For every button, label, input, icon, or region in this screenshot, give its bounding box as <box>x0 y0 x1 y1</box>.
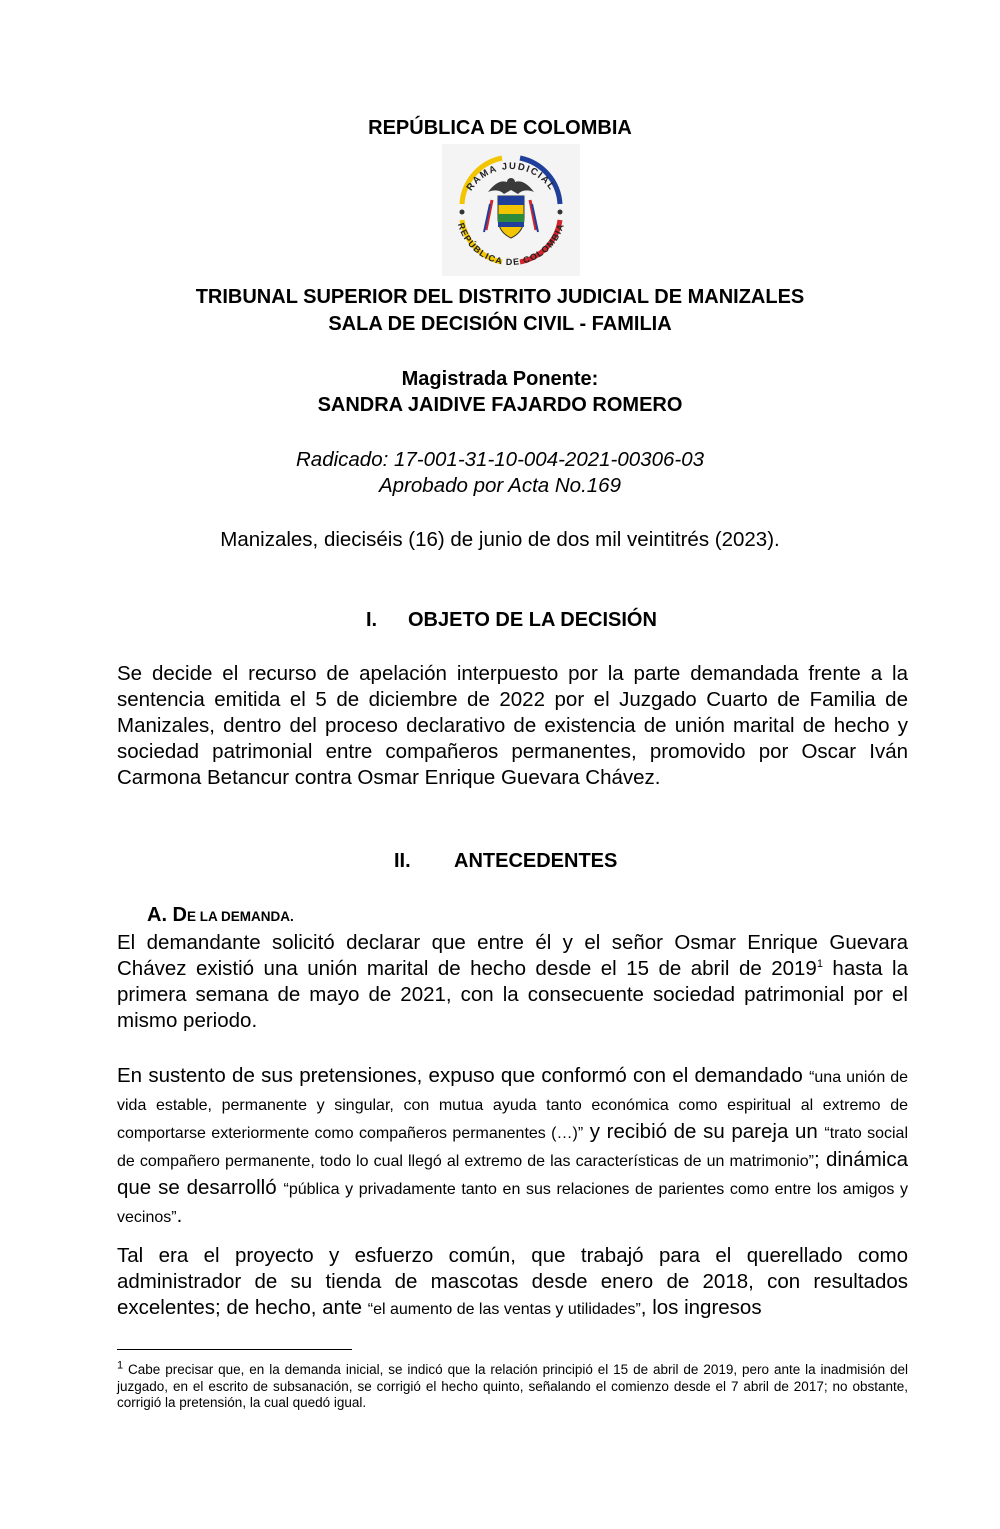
demand-paragraph-2: En sustento de sus pretensiones, expuso que conformó con el demandado “una unión de vida estable, permanente y singular, con mutua ayuda tanto económica como espiritual al extremo de comportarse exteriormente como compañeros permanentes (…)” y recibió de su pareja un “trato social de compañero permanente, todo lo cual llegó al extremo de las características de un matrimonio”; dinámica que se desarrolló “pública y privadamente tanto en sus relaciones de parientes como entre los amigos y vecinos”. <box>117 1064 909 1227</box>
section-1-title: OBJETO DE LA DECISIÓN <box>408 609 657 631</box>
footnote-reference[interactable]: 1 <box>816 958 823 971</box>
section-2-number: II. <box>394 850 411 872</box>
date-line: Manizales, dieciséis (16) de junio de dos mil veintitrés (2023). <box>220 528 780 551</box>
magistrate-label: Magistrada Ponente: <box>401 368 599 390</box>
rama-judicial-seal <box>442 144 580 276</box>
court-name: TRIBUNAL SUPERIOR DEL DISTRITO JUDICIAL DE MANIZALES <box>195 286 805 308</box>
magistrate-name: SANDRA JAIDIVE FAJARDO ROMERO <box>317 394 683 416</box>
country-heading: REPÚBLICA DE COLOMBIA <box>368 117 632 139</box>
demand-paragraph-3: Tal era el proyecto y esfuerzo común, que trabajó para el querellado como administrador de su tienda de mascotas desde enero de 2018, con resultados excelentes; de hecho, ante “el aumento de las ventas y utilidades”, los ingresos <box>117 1244 908 1319</box>
footnote-separator <box>117 1349 352 1350</box>
radicado-number: Radicado: 17-001-31-10-004-2021-00306-03 <box>295 448 705 471</box>
svg-text:REPÚBLICA DE COLOMBIA: REPÚBLICA DE COLOMBIA <box>455 221 567 268</box>
svg-text:RAMA JUDICIAL: RAMA JUDICIAL <box>464 160 558 193</box>
acta-number: Aprobado por Acta No.169 <box>379 474 621 497</box>
subsection-a-heading: A. DE LA DEMANDA. <box>147 904 294 926</box>
footnote-1: $^1$ Cabe precisar que, en la demanda inicial, se indicó que la relación principió el 15 de abril de 2019, pero ante la inadmisión del juzgado, en el escrito de subsanación, se corrigió el hecho quinto, señalando el comienzo desde el 7 abril de 2017; no obstante, corrigió la pretensión, la cual quedó igual. <box>117 1359 908 1410</box>
section-2-title: ANTECEDENTES <box>454 850 618 872</box>
section-1-paragraph: Se decide el recurso de apelación interpuesto por la parte demandada frente a la sentencia emitida el 5 de diciembre de 2022 por el Juzgado Cuarto de Familia de Manizales, dentro del proceso declarativo de existencia de unión marital de hecho y sociedad patrimonial entre compañeros permanentes, promovido por Oscar Iván Carmona Betancur contra Osmar Enrique Guevara Chávez. <box>117 662 908 789</box>
court-chamber: SALA DE DECISIÓN CIVIL - FAMILIA <box>328 313 672 335</box>
section-1-number: I. <box>366 609 378 631</box>
demand-paragraph-1: El demandante solicitó declarar que entre él y el señor Osmar Enrique Guevara Chávez existió una unión marital de hecho desde el 15 de abril de 2019$^1$ hasta la primera semana de mayo de 2021, con la consecuente sociedad patrimonial por el mismo periodo. <box>117 931 908 1032</box>
